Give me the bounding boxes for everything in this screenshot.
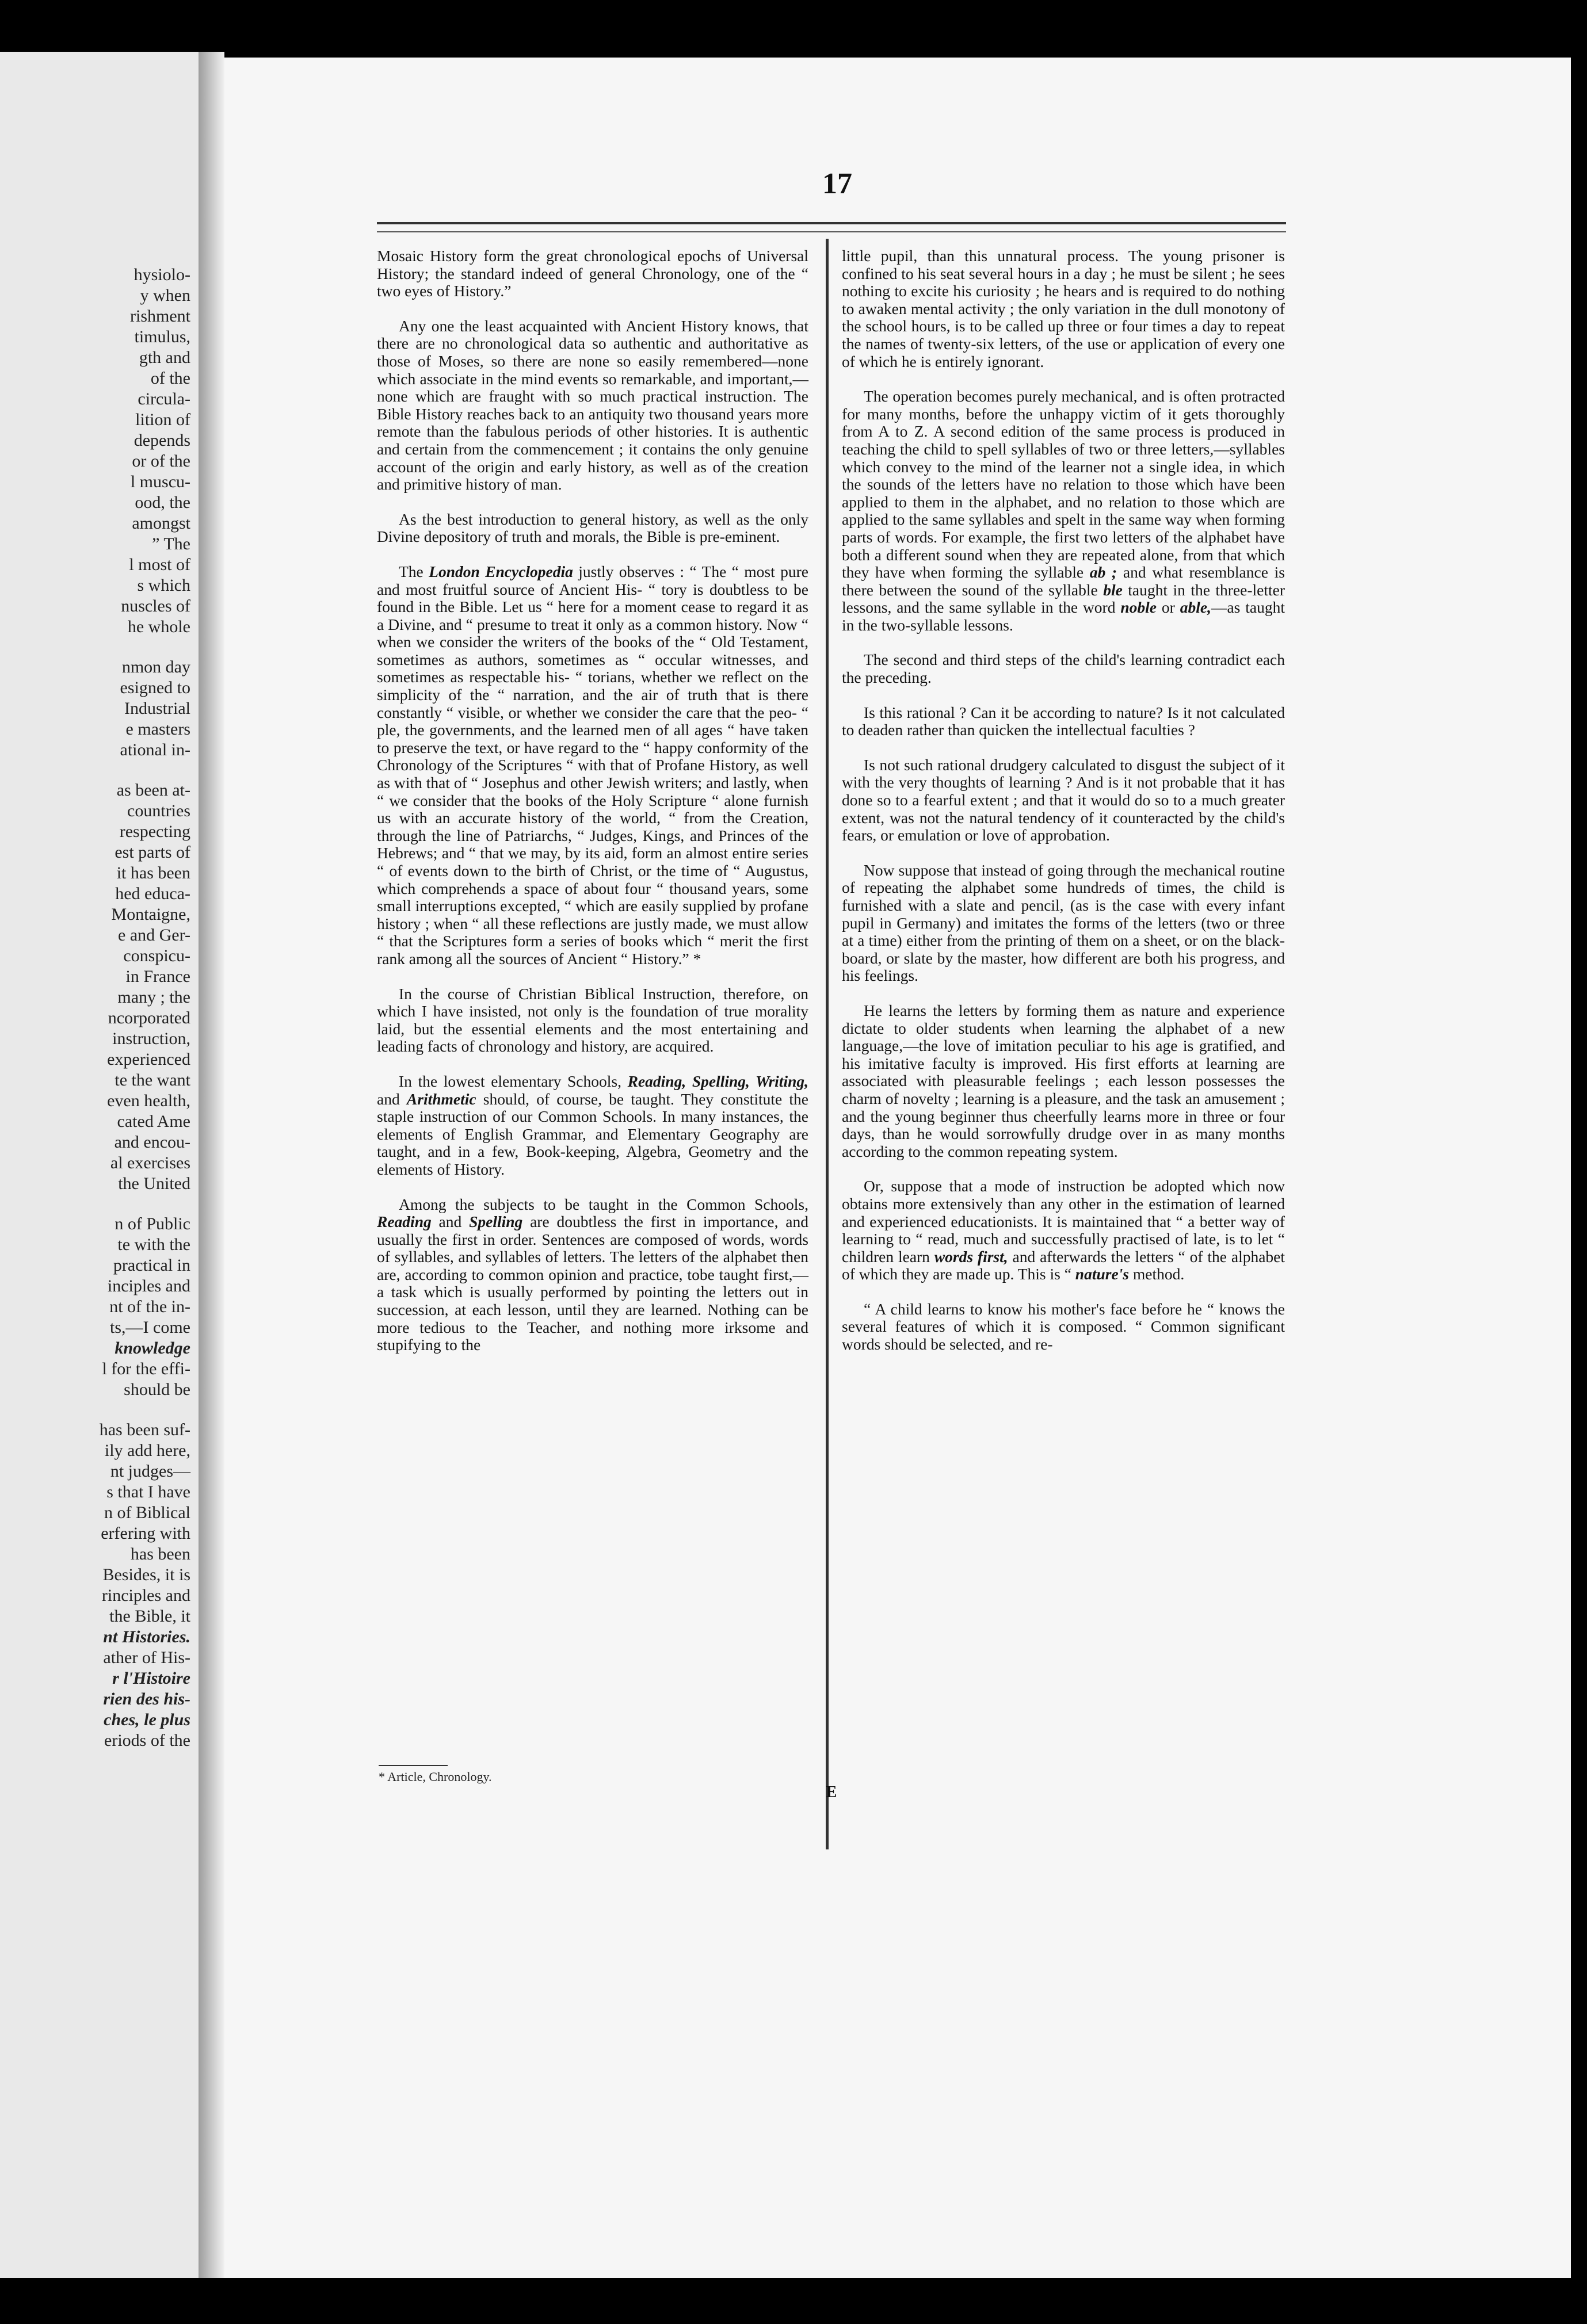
- text-line: ily add here,: [104, 1441, 190, 1460]
- facing-page-fragment: [0, 52, 199, 2278]
- emphasis: Reading: [377, 1213, 432, 1231]
- text-line: te the want: [115, 1071, 190, 1090]
- paragraph: In the lowest elementary Schools, Reading, Spelling, Writing, and Arithmetic should, of course, be taught. They constitute the staple instruction of our Common Schools. In many instances, the elements of English Grammar, and Elementary Geography are taught, and in a few, Book-keeping, Algebra, Geometry and the elements of History.: [377, 1072, 809, 1178]
- paragraph: The second and third steps of the child's learning contradict each the preceding.: [842, 651, 1285, 687]
- text-line: Montaigne,: [111, 905, 190, 924]
- paragraph: The operation becomes purely mechanical, and is often protracted for many months, before the unhappy victim of it gets thoroughly from A to Z. A second edition of the same process is produced in teaching the child to spell syllables of two or three letters,—syllables which convey to the mind of the learner not a single idea, in which the sounds of the letters have no relation to those which have been applied to them in the alphabet, and no relation to those which are applied to the same syllables and spelt in the same way when forming parts of words. For example, the first two letters of the alphabet have both a different sound when they are repeated alone, from that which they have when forming the syllable ab ; and what resemblance is there between the sound of the syllable ble taught in the three-letter lessons, and the same syllable in the word noble or able,—as taught in the two-syllable lessons.: [842, 387, 1285, 634]
- text-line: erfering with: [101, 1524, 190, 1543]
- text-line: as been at-: [116, 781, 190, 800]
- text-line: est parts of: [115, 843, 190, 862]
- text-line: n of Public: [115, 1214, 190, 1233]
- emphasis: nature's: [1075, 1265, 1130, 1283]
- paragraph-gap: [1, 1194, 190, 1214]
- text-line: r l'Histoire: [112, 1669, 190, 1688]
- column-divider: [826, 239, 829, 1849]
- text-line: inciples and: [107, 1276, 190, 1295]
- text-line: lition of: [135, 410, 190, 429]
- text-line: al exercises: [110, 1153, 190, 1172]
- paragraph: Is not such rational drudgery calculated to disgust the subject of it with the very thoughts of learning ? And is it not probable that it has done so to a fearful extent ; and that it would do so to a much greater extent, was not the natural tendency of it counteracted by the child's fears, or emulation or love of approbation.: [842, 755, 1285, 844]
- emphasis: able,: [1180, 598, 1211, 617]
- text-line: ather of His-: [103, 1648, 190, 1667]
- text-line: the Bible, it: [109, 1607, 190, 1626]
- text-line: instruction,: [112, 1029, 190, 1048]
- right-column: [842, 247, 1285, 1371]
- text-line: nuscles of: [121, 597, 190, 616]
- text-line: has been: [130, 1545, 190, 1564]
- text-line: and encou-: [114, 1133, 190, 1152]
- paragraph: The London Encyclopedia justly observes : “ The “ most pure and most fruitful source of Ancient His- “ tory is doubtless to be found in the Bible. Let us “ here for a moment cease to regard it as a Divine, and “ presume to treat it only as a common history. Now “ when we consider the writers of the books of the “ Old Testament, sometimes as authors, sometimes as “ occular witnesses, and sometimes as respectable his- “ torians, whether we reflect on the simplicity of the “ narration, and the air of truth that is there constantly “ visible, or whether we consider the care that the peo- “ ple, the governments, and the learned men of all ages “ have taken to preserve the text, or have regard to the “ happy conformity of the Chronology of the Scriptures “ with that of Profane History, as well as with that of “ Josephus and other Jewish writers; and lastly, when “ we consider that the books of the Holy Scripture “ alone furnish us with an accurate history of the world, “ from the Creation, through the line of Patriarchs, “ Judges, Kings, and Princes of the Hebrews; and “ that we may, by its aid, form an almost entire series “ of events down to the birth of Christ, or the time of “ Augustus, which comprehends a space of about four “ thousand years, some small interruptions excepted, “ which are easily supplied by profane history ; when “ all these reflections are justly made, we must allow “ that the Scriptures form a series of books which “ merit the first rank among all the sources of Ancient “ History.” *: [377, 562, 808, 968]
- paragraph: Is this rational ? Can it be according to nature? Is it not calculated to deaden rather than quicken the intellectual faculties ?: [842, 703, 1285, 739]
- text-line: cated Ame: [117, 1112, 190, 1131]
- paragraph: Any one the least acquainted with Ancient History knows, that there are no chronological data so authentic and authoritative as those of Moses, so there are none so easily remembered—none which associate in the mind events so remarkable, and important,—none which are fraught with so much practical instruction. The Bible History reaches back to an antiquity two thousand years more remote than the fabulous periods of other histories. It is authentic and certain from the commencement ; it contains the only genuine account of the origin and early history, as well as of the creation and primitive history of man.: [377, 316, 808, 494]
- text-line: in France: [125, 967, 190, 986]
- text-line: amongst: [132, 514, 190, 533]
- text-line: has been suf-: [99, 1420, 190, 1439]
- text-line: te with the: [117, 1235, 190, 1254]
- text-line: e masters: [125, 720, 190, 739]
- text-line: gth and: [139, 348, 190, 367]
- paragraph: As the best introduction to general history, as well as the only Divine depository of truth and morals, the Bible is pre-eminent.: [377, 510, 808, 546]
- footnote-rule: [379, 1765, 448, 1766]
- paragraph: Among the subjects to be taught in the Common Schools, Reading and Spelling are doubtless the first in importance, and usually the first in order. Sentences are composed of words, words of syllables, and syllables of letters. The letters of the alphabet then are, according to common opinion and practice, tobe taught first,—a task which is usually performed by pointing the letters out in succession, at each lesson, until they are learned. Nothing can be more tedious to the Teacher, and nothing more irksome and stupifying to the: [377, 1195, 808, 1354]
- text-line: many ; the: [117, 988, 190, 1007]
- text-line: knowledge: [115, 1339, 190, 1358]
- paragraph: Now suppose that instead of going through the mechanical routine of repeating the alphabet some hundreds of times, the child is furnished with a slate and pencil, (as is the case with every infant pupil in Germany) and imitates the forms of the letters (two or three at a time) either from the printing of them on a sheet, or on the black-board, or slate by the master, how different are both his progress, and his feelings.: [842, 861, 1285, 985]
- text-line: ts,—I come: [110, 1318, 190, 1337]
- text-line: or of the: [132, 452, 190, 471]
- emphasis: ble: [1103, 580, 1123, 599]
- text-line: nt judges—: [110, 1462, 190, 1481]
- paragraph: little pupil, than this unnatural process. The young prisoner is confined to his seat several hours in a day ; he must be silent ; he sees nothing to excite his curiosity ; he hears and is required to do nothing to awaken mental activity ; the only variation in the dull monotony of the school hours, is to be called up three or four times a day to repeat the names of twenty-six letters, of the use or application of every one of which he is entirely ignorant.: [842, 247, 1285, 370]
- text-line: rien des his-: [103, 1690, 190, 1708]
- left-column: [377, 247, 808, 1371]
- paragraph: In the course of Christian Biblical Instruction, therefore, on which I have insisted, not only is the foundation of true morality laid, but the essential elements and the most entertaining and leading facts of chronology and history, are acquired.: [377, 984, 808, 1056]
- text-line: experienced: [107, 1050, 190, 1069]
- page-17: [224, 58, 1571, 2278]
- text-line: y when: [140, 286, 190, 305]
- text-line: circula-: [138, 389, 190, 408]
- emphasis: ab ;: [1089, 563, 1117, 582]
- text-line: the United: [118, 1174, 190, 1193]
- paragraph: He learns the letters by forming them as nature and experience dictate to older students when learning the alphabet of a new language,—the love of imitation peculiar to his age is gratified, and his imitative faculty is improved. His first efforts at learning are associated with pleasurable feelings ; each lesson possesses the charm of novelty ; learning is a pleasure, and the task an amusement ; and the young beginner thus cheerfully learns more in three or four days, than he would sorrowfully drudge over in as many months according to the common repeating system.: [842, 1001, 1285, 1160]
- page-number: 17: [822, 167, 852, 200]
- emphasis: London Encyclopedia: [429, 562, 573, 580]
- text-line: hed educa-: [115, 884, 190, 903]
- text-line: esigned to: [120, 678, 190, 697]
- text-line: n of Biblical: [104, 1503, 190, 1522]
- emphasis: Reading, Spelling, Writing,: [627, 1072, 809, 1090]
- text-line: eriods of the: [104, 1731, 190, 1750]
- emphasis: Spelling: [469, 1213, 523, 1231]
- header-rule: [377, 222, 1286, 232]
- text-line: it has been: [116, 863, 190, 882]
- text-line: respecting: [119, 822, 190, 841]
- text-line: depends: [133, 431, 190, 450]
- text-line: l for the effi-: [102, 1359, 190, 1378]
- text-line: l most of: [129, 555, 190, 574]
- text-line: e and Ger-: [118, 926, 190, 945]
- paragraph-gap: [1, 637, 190, 657]
- paragraph: “ A child learns to know his mother's face before he “ knows the several features of which it is composed. “ Common significant words should be selected, and re-: [842, 1299, 1285, 1354]
- paragraph-gap: [1, 760, 190, 780]
- text-line: ncorporated: [108, 1008, 190, 1027]
- emphasis: words first,: [934, 1247, 1008, 1266]
- text-line: even health,: [107, 1091, 190, 1110]
- text-line: ational in-: [120, 740, 190, 759]
- footnote: * Article, Chronology.: [379, 1769, 492, 1784]
- signature-mark: E: [826, 1783, 837, 1801]
- text-line: practical in: [113, 1256, 190, 1275]
- paragraph: Mosaic History form the great chronological epochs of Universal History; the standard indeed of general Chronology, one of the “ two eyes of History.”: [377, 247, 808, 300]
- text-line: conspicu-: [123, 946, 190, 965]
- text-line: nt Histories.: [103, 1627, 190, 1646]
- text-line: s that I have: [106, 1482, 190, 1501]
- text-line: rishment: [130, 307, 190, 326]
- text-line: nt of the in-: [109, 1297, 190, 1316]
- text-line: he whole: [127, 617, 190, 636]
- text-line: countries: [127, 801, 190, 820]
- text-line: ood, the: [135, 493, 190, 512]
- paragraph: Or, suppose that a mode of instruction be adopted which now obtains more extensively than any other in the estimation of learned and experienced educationists. It is maintained that “ a better way of learning to “ read, much and successfully practised of late, is to let “ children learn words first, and afterwards the letters “ of the alphabet of which they are made up. This is “ nature's method.: [842, 1177, 1285, 1283]
- text-line: ches, le plus: [104, 1710, 190, 1729]
- text-line: Industrial: [124, 699, 190, 718]
- emphasis: Arithmetic: [406, 1090, 476, 1108]
- emphasis: noble: [1120, 598, 1157, 617]
- text-line: nmon day: [121, 658, 190, 676]
- paragraph-gap: [1, 1400, 190, 1420]
- text-line: timulus,: [134, 327, 190, 346]
- text-line: should be: [124, 1380, 190, 1399]
- text-line: s which: [137, 576, 190, 595]
- text-line: hysiolo-: [133, 265, 190, 284]
- text-line: of the: [150, 369, 190, 388]
- text-line: rinciples and: [101, 1586, 190, 1605]
- text-line: Besides, it is: [102, 1565, 190, 1584]
- book-gutter: [199, 52, 224, 2278]
- facing-page-text: [1, 265, 190, 1751]
- text-line: ” The: [152, 534, 190, 553]
- text-line: l muscu-: [130, 472, 190, 491]
